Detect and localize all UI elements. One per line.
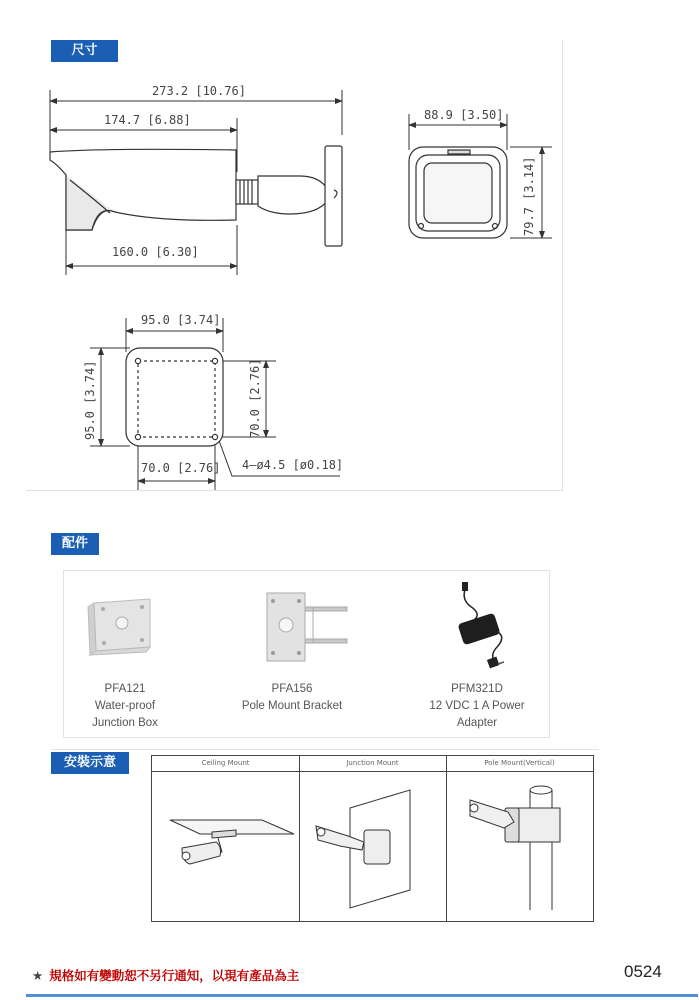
- camera-front-view: [409, 147, 507, 238]
- label-base-height: 95.0 [3.74]: [83, 360, 97, 440]
- accessory-desc: Water-proof: [94, 700, 156, 712]
- label-hood-length: 160.0 [6.30]: [112, 245, 199, 259]
- base-plate: [126, 348, 223, 446]
- section-badge-dimensions: 尺寸: [51, 40, 118, 62]
- label-overall-length: 273.2 [10.76]: [152, 84, 246, 98]
- section-rule: [51, 749, 599, 750]
- star-icon: ★: [32, 968, 44, 983]
- label-front-width: 88.9 [3.50]: [424, 108, 504, 122]
- section-badge-installation: 安裝示意: [51, 752, 129, 774]
- camera-side-view: [50, 146, 342, 246]
- mount-header-row: [152, 771, 593, 772]
- label-holes: 4—ø4.5 [ø0.18]: [242, 458, 344, 472]
- mount-cell: [152, 756, 300, 921]
- label-base-width: 95.0 [3.74]: [141, 313, 221, 327]
- accessory-desc: Adapter: [456, 717, 498, 729]
- accessory-desc: Pole Mount Bracket: [241, 700, 343, 712]
- accessory-model: PFA156: [271, 683, 313, 695]
- section-badge-accessories: 配件: [51, 533, 99, 555]
- accessory-model: PFA121: [104, 683, 146, 695]
- mount-label: Ceiling Mount: [201, 759, 250, 767]
- label-hole-pitch-v: 70.0 [2.76]: [248, 358, 262, 438]
- accessory-desc: 12 VDC 1 A Power: [429, 700, 525, 712]
- mount-cell: [299, 756, 447, 921]
- junction-box-icon: [70, 585, 180, 665]
- pole-mount-bracket-icon: [217, 585, 367, 670]
- footer-notice: [32, 966, 299, 984]
- accessory-item: [70, 585, 180, 735]
- power-adapter-icon: [412, 580, 542, 675]
- mount-label: Junction Mount: [346, 759, 399, 767]
- footer-notice-text: 規格如有變動恕不另行通知，以現有產品為主: [49, 968, 300, 983]
- label-front-height: 79.7 [3.14]: [522, 156, 536, 236]
- accessory-item: [412, 580, 542, 735]
- mount-table: [151, 755, 594, 922]
- accessory-item: [217, 585, 367, 735]
- label-hole-pitch-h: 70.0 [2.76]: [141, 461, 221, 475]
- footer-rule: [26, 994, 698, 997]
- label-body-length: 174.7 [6.88]: [104, 113, 191, 127]
- accessory-desc: Junction Box: [92, 717, 158, 729]
- mount-label: Pole Mount(Vertical): [484, 759, 555, 767]
- accessory-model: PFM321D: [451, 683, 503, 695]
- document-code: 0524: [624, 962, 662, 981]
